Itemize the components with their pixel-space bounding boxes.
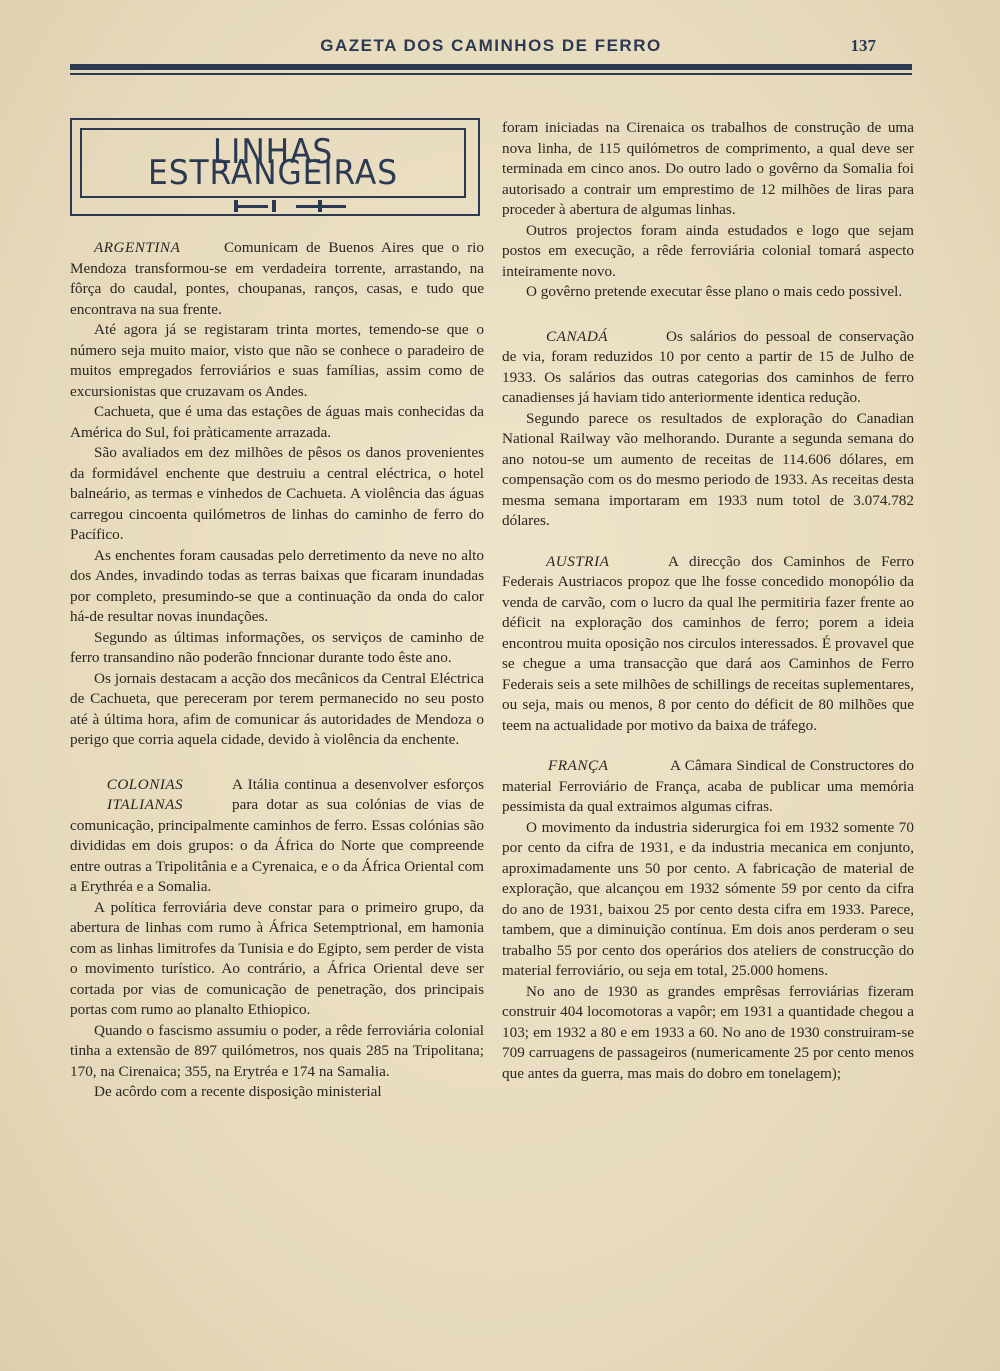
paragraph: A política ferroviária deve constar para o primeiro grupo, da abertura de linhas com rumo à África Setemptrional, em hamonia com as linhas limitrofes da Tunisia e do Egipto, sem perder de vista o movimento turístico. Ao contrário, a África Oriental deve ser cortada por vias de comunicação de penetração, dos principais portas com rumo ao planalto Ethiopico. — [70, 898, 484, 1018]
left-column — [70, 118, 484, 1103]
argentina-keyword: ARGENTINA — [94, 239, 181, 256]
paragraph: O govêrno pretende executar êsse plano o mais cedo possivel. — [526, 283, 903, 300]
colonias-keyword-line2: ITALIANAS — [107, 796, 183, 813]
rail-ornament-icon — [230, 198, 350, 214]
paragraph: As enchentes foram causadas pelo derretimento da neve no alto dos Andes, invadindo todas as terras baixas que ficaram inundadas por completo, presumindo-se que a continuação da onda do calor há-de resultar novas inundações. — [70, 546, 484, 625]
running-header — [70, 36, 912, 60]
colonias-keyword-line1: COLONIAS — [106, 775, 184, 793]
austria-section — [502, 552, 914, 737]
header-rule-thick — [70, 64, 912, 70]
franca-section — [502, 756, 914, 1084]
paragraph: A direcção dos Caminhos de Ferro Federais Austriacos propoz que lhe fosse concedido monopólio da venda de carvão, com o lucro da qual lhe permitiria fazer frente ao déficit na exploração dos caminhos de ferro; porem a ideia encontrou muita oposição nos circulos interessados. É provavel que se chegue a uma transacção que dará aos Caminhos de Ferro Federais seis a sete milhões de schillings de receitas suplementares, ou seja, mais ou menos, 8 por cento do déficit de 80 milhões que teem na actualidade por motivo da baixa de tráfego. — [502, 552, 914, 734]
paragraph: São avaliados em dez milhões de pêsos os danos provenientes da formidável enchente que destruiu a central eléctrica, o hotel balneário, as termas e vinhedos de Cachueta. A violência das águas carregou cincoenta quilómetros de linhas do caminho de ferro do Pacífico. — [70, 444, 484, 543]
section-title: LINHAS ESTRANGEIRAS — [148, 132, 398, 193]
paragraph: Cachueta, que é uma das estações de águas mais conhecidas da América do Sul, foi pràticamente arrazada. — [70, 403, 484, 441]
right-column — [502, 118, 914, 1084]
paragraph: Segundo parece os resultados de exploração do Canadian National Railway vão melhorando. Durante a segunda semana do ano notou-se um aumento de receitas de 114.606 dólares, em compensação com os do mesmo periodo de 1933. As receitas desta mesma semana importaram em 1933 num totol de 3.074.782 dólares. — [502, 409, 914, 529]
section-title-box — [70, 118, 480, 216]
paragraph: Segundo as últimas informações, os serviços de caminho de ferro transandino não poderão fnncionar durante todo êste ano. — [70, 628, 484, 666]
header-rule-thin — [70, 73, 912, 75]
argentina-section — [70, 238, 484, 751]
colonias-continuation — [502, 118, 914, 303]
colonias-section — [70, 775, 484, 1103]
canada-keyword: CANADÁ — [546, 327, 609, 345]
canada-section — [502, 327, 914, 532]
paragraph: Quando o fascismo assumiu o poder, a rêde ferroviária colonial tinha a extensão de 897 quilómetros, nos quais 285 na Tripolitana; 170, na Cirenaica; 355, na Erytréa e 174 na Samalia. — [70, 1021, 484, 1080]
franca-keyword: FRANÇA — [548, 757, 609, 774]
paragraph: Os salários do pessoal de conservação de via, foram reduzidos 10 por cento a partir de 15 de Julho de 1933. Os salários das outras categorias dos caminhos de ferro canadienses já haviam tido anteriormente identica redução. — [502, 327, 914, 406]
paragraph: No ano de 1930 as grandes emprêsas ferroviárias fizeram construir 404 locomotoras a vapôr; em 1931 a quantidade chegou a 103; em 1932 a 80 e em 1933 a 60. No ano de 1930 construiram-se 709 carruagens de passageiros (numericamente 25 por cento menos que antes da guerra, mas mais do dobro em tonelagem); — [502, 982, 914, 1082]
austria-keyword: AUSTRIA — [546, 552, 610, 570]
paragraph: De acôrdo com a recente disposição ministerial — [94, 1083, 382, 1100]
paragraph: Outros projectos foram ainda estudados e logo que sejam postos em execução, a rêde ferroviária colonial tomará aspecto inteiramente novo. — [502, 221, 914, 280]
paragraph: O movimento da industria siderurgica foi em 1932 somente 70 por cento da cifra de 1931, e da industria mecanica em conjunto, aproximadamente uns 50 por cento. A fabricação de material de exploração, que alcançou em 1932 sómente 59 por cento da cifra do ano de 1931, baixou 25 por cento desta cifra em 1933. Parece, tambem, que a diminuição contínua. Em dois anos perderam o seu trabalho 55 por cento dos operários dos ateliers de construcção do material ferroviário, ou seja em total, 25.000 homens. — [502, 818, 914, 979]
paragraph: foram iniciadas na Cirenaica os trabalhos de construção de uma nova linha, de 115 quilómetros de comprimento, a qual deve ser terminada em cinco anos. Do outro lado o govêrno da Somalia foi autorisado a contrair um emprestimo de 12 milhões de liras para proceder à abertura de algumas linhas. — [502, 119, 914, 218]
journal-title: GAZETA DOS CAMINHOS DE FERRO — [320, 36, 662, 55]
paragraph: A Itália continua a desenvolver esforços para dotar as sua colónias de vias de comunicação, principalmente caminhos de ferro. Essas colónias são divididas em dois grupos: o da África do Norte que compreende entre outras a Tripolitânia e a Cyrenaica, e o da África Oriental com a Erythréa e a Somalia. — [70, 775, 484, 895]
page-number: 137 — [850, 36, 876, 55]
paragraph: A Câmara Sindical de Constructores do material Ferroviário de França, acaba de publicar uma memória pessimista da qual extraimos algumas cifras. — [502, 757, 914, 815]
paragraph: Comunicam de Buenos Aires que o rio Mendoza transformou-se em verdadeira torrente, arrastando, na fôrça do caudal, pontes, choupanas, ranços, casas, e tudo que encontrava na sua frente. — [70, 239, 484, 318]
paragraph: Os jornais destacam a acção dos mecânicos da Central Eléctrica de Cachueta, que pereceram por terem permanecido no seu posto até à última hora, afim de comunicar ás autoridades de Mendoza o perigo que corria aquela cidade, devido à violência da enchente. — [70, 669, 484, 748]
colonias-keyword — [70, 775, 220, 816]
paragraph: Até agora já se registaram trinta mortes, temendo-se que o número seja muito maior, visto que não se conhece o paradeiro de muitos empregados ferroviários e suas famílias, assim como de excursionistas que cruzavam os Andes. — [70, 321, 484, 400]
